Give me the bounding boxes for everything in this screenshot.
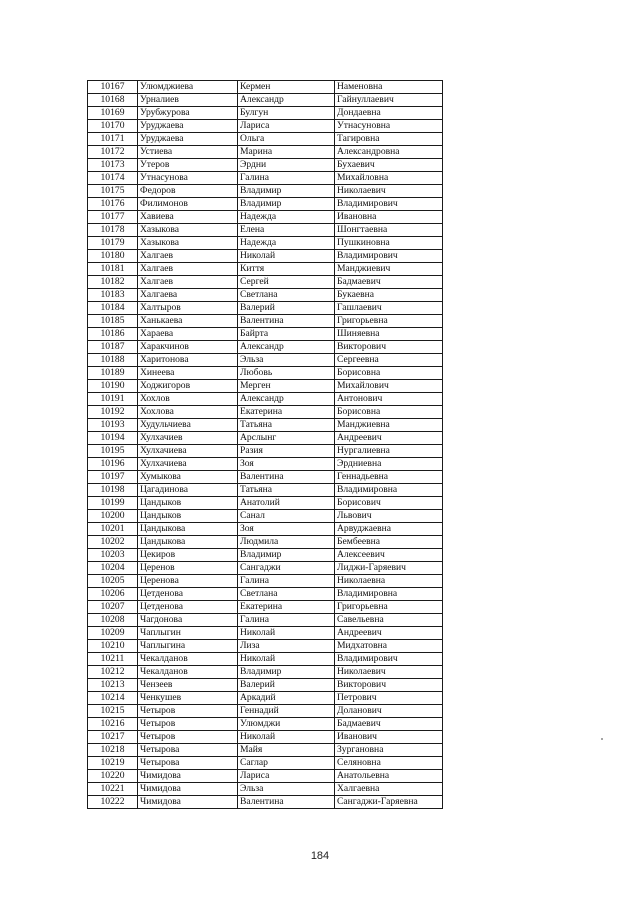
record-number-cell: 10181 xyxy=(88,263,138,276)
first-name-cell: Зоя xyxy=(238,458,335,471)
table-row xyxy=(88,653,443,666)
first-name-cell: Зоя xyxy=(238,523,335,536)
first-name-cell: Николай xyxy=(238,731,335,744)
patronymic-cell: Манджиевна xyxy=(335,419,443,432)
table-row xyxy=(88,575,443,588)
patronymic-cell: Николаевна xyxy=(335,575,443,588)
record-number-cell: 10170 xyxy=(88,120,138,133)
record-number-cell: 10208 xyxy=(88,614,138,627)
first-name-cell: Галина xyxy=(238,575,335,588)
patronymic-cell: Манджиевич xyxy=(335,263,443,276)
last-name-cell: Четыров xyxy=(138,718,238,731)
table-row xyxy=(88,393,443,406)
last-name-cell: Цандыков xyxy=(138,497,238,510)
last-name-cell: Хазыкова xyxy=(138,224,238,237)
patronymic-cell: Доланович xyxy=(335,705,443,718)
record-number-cell: 10209 xyxy=(88,627,138,640)
table-row xyxy=(88,185,443,198)
record-number-cell: 10201 xyxy=(88,523,138,536)
table-row xyxy=(88,237,443,250)
patronymic-cell: Борисовна xyxy=(335,367,443,380)
first-name-cell: Александр xyxy=(238,94,335,107)
record-number-cell: 10215 xyxy=(88,705,138,718)
record-number-cell: 10191 xyxy=(88,393,138,406)
first-name-cell: Валентина xyxy=(238,471,335,484)
patronymic-cell: Савельевна xyxy=(335,614,443,627)
last-name-cell: Чимидова xyxy=(138,783,238,796)
record-number-cell: 10212 xyxy=(88,666,138,679)
last-name-cell: Уруджаева xyxy=(138,133,238,146)
first-name-cell: Владимир xyxy=(238,185,335,198)
first-name-cell: Валентина xyxy=(238,796,335,809)
last-name-cell: Филимонов xyxy=(138,198,238,211)
first-name-cell: Валерий xyxy=(238,302,335,315)
patronymic-cell: Борисовна xyxy=(335,406,443,419)
last-name-cell: Четыров xyxy=(138,731,238,744)
record-number-cell: 10174 xyxy=(88,172,138,185)
last-name-cell: Устиева xyxy=(138,146,238,159)
first-name-cell: Александр xyxy=(238,393,335,406)
last-name-cell: Цандыкова xyxy=(138,536,238,549)
patronymic-cell: Михайловна xyxy=(335,172,443,185)
table-row xyxy=(88,133,443,146)
first-name-cell: Елена xyxy=(238,224,335,237)
last-name-cell: Утеров xyxy=(138,159,238,172)
first-name-cell: Разия xyxy=(238,445,335,458)
record-number-cell: 10207 xyxy=(88,601,138,614)
record-number-cell: 10189 xyxy=(88,367,138,380)
patronymic-cell: Эрдниевна xyxy=(335,458,443,471)
table-row xyxy=(88,159,443,172)
record-number-cell: 10199 xyxy=(88,497,138,510)
table-row xyxy=(88,536,443,549)
record-number-cell: 10171 xyxy=(88,133,138,146)
table-row xyxy=(88,406,443,419)
patronymic-cell: Владимирович xyxy=(335,653,443,666)
table-row xyxy=(88,679,443,692)
last-name-cell: Федоров xyxy=(138,185,238,198)
table-row xyxy=(88,588,443,601)
table-row xyxy=(88,523,443,536)
last-name-cell: Чекалданов xyxy=(138,653,238,666)
first-name-cell: Майя xyxy=(238,744,335,757)
first-name-cell: Марина xyxy=(238,146,335,159)
patronymic-cell: Григорьевна xyxy=(335,601,443,614)
patronymic-cell: Халгаевна xyxy=(335,783,443,796)
last-name-cell: Урубжурова xyxy=(138,107,238,120)
registry-table xyxy=(87,80,443,809)
last-name-cell: Хохлова xyxy=(138,406,238,419)
record-number-cell: 10214 xyxy=(88,692,138,705)
last-name-cell: Чекалданов xyxy=(138,666,238,679)
patronymic-cell: Гайнуллаевич xyxy=(335,94,443,107)
patronymic-cell: Викторович xyxy=(335,341,443,354)
patronymic-cell: Николаевич xyxy=(335,185,443,198)
table-row xyxy=(88,172,443,185)
last-name-cell: Халгаева xyxy=(138,289,238,302)
table-row xyxy=(88,549,443,562)
table-row xyxy=(88,289,443,302)
patronymic-cell: Владимирович xyxy=(335,198,443,211)
table-row xyxy=(88,497,443,510)
last-name-cell: Улюмджиева xyxy=(138,81,238,94)
first-name-cell: Ольга xyxy=(238,133,335,146)
patronymic-cell: Гашлаевич xyxy=(335,302,443,315)
record-number-cell: 10213 xyxy=(88,679,138,692)
last-name-cell: Цагадинова xyxy=(138,484,238,497)
first-name-cell: Людмила xyxy=(238,536,335,549)
table-row xyxy=(88,276,443,289)
patronymic-cell: Викторович xyxy=(335,679,443,692)
patronymic-cell: Андреевич xyxy=(335,627,443,640)
first-name-cell: Анатолий xyxy=(238,497,335,510)
first-name-cell: Валерий xyxy=(238,679,335,692)
patronymic-cell: Шиняевна xyxy=(335,328,443,341)
table-row xyxy=(88,614,443,627)
record-number-cell: 10204 xyxy=(88,562,138,575)
record-number-cell: 10200 xyxy=(88,510,138,523)
record-number-cell: 10179 xyxy=(88,237,138,250)
last-name-cell: Цандыкова xyxy=(138,523,238,536)
table-row xyxy=(88,81,443,94)
table-row xyxy=(88,367,443,380)
first-name-cell: Аркадий xyxy=(238,692,335,705)
table-row xyxy=(88,744,443,757)
table-row xyxy=(88,627,443,640)
first-name-cell: Галина xyxy=(238,172,335,185)
last-name-cell: Халгаев xyxy=(138,263,238,276)
last-name-cell: Харакчинов xyxy=(138,341,238,354)
first-name-cell: Киття xyxy=(238,263,335,276)
last-name-cell: Хулхачиева xyxy=(138,458,238,471)
first-name-cell: Саглар xyxy=(238,757,335,770)
record-number-cell: 10169 xyxy=(88,107,138,120)
record-number-cell: 10194 xyxy=(88,432,138,445)
record-number-cell: 10221 xyxy=(88,783,138,796)
patronymic-cell: Мидхатовна xyxy=(335,640,443,653)
table-row xyxy=(88,380,443,393)
record-number-cell: 10193 xyxy=(88,419,138,432)
record-number-cell: 10188 xyxy=(88,354,138,367)
first-name-cell: Сергей xyxy=(238,276,335,289)
first-name-cell: Кермен xyxy=(238,81,335,94)
last-name-cell: Хавиева xyxy=(138,211,238,224)
table-row xyxy=(88,666,443,679)
patronymic-cell: Зургановна xyxy=(335,744,443,757)
table-row xyxy=(88,419,443,432)
record-number-cell: 10180 xyxy=(88,250,138,263)
first-name-cell: Екатерина xyxy=(238,406,335,419)
first-name-cell: Булгун xyxy=(238,107,335,120)
record-number-cell: 10178 xyxy=(88,224,138,237)
patronymic-cell: Бембеевна xyxy=(335,536,443,549)
last-name-cell: Чензеев xyxy=(138,679,238,692)
table-row xyxy=(88,770,443,783)
table-row xyxy=(88,328,443,341)
first-name-cell: Надежда xyxy=(238,211,335,224)
last-name-cell: Ченкушев xyxy=(138,692,238,705)
table-row xyxy=(88,120,443,133)
record-number-cell: 10183 xyxy=(88,289,138,302)
first-name-cell: Геннадий xyxy=(238,705,335,718)
first-name-cell: Байрта xyxy=(238,328,335,341)
last-name-cell: Хараева xyxy=(138,328,238,341)
record-number-cell: 10203 xyxy=(88,549,138,562)
record-number-cell: 10192 xyxy=(88,406,138,419)
patronymic-cell: Пушкиновна xyxy=(335,237,443,250)
table-row xyxy=(88,510,443,523)
record-number-cell: 10186 xyxy=(88,328,138,341)
first-name-cell: Лариса xyxy=(238,120,335,133)
last-name-cell: Чаплыгин xyxy=(138,627,238,640)
last-name-cell: Уруджаева xyxy=(138,120,238,133)
last-name-cell: Чимидова xyxy=(138,770,238,783)
last-name-cell: Хинеева xyxy=(138,367,238,380)
table-row xyxy=(88,432,443,445)
table-row xyxy=(88,94,443,107)
first-name-cell: Александр xyxy=(238,341,335,354)
table-row xyxy=(88,250,443,263)
first-name-cell: Владимир xyxy=(238,666,335,679)
patronymic-cell: Алексеевич xyxy=(335,549,443,562)
first-name-cell: Екатерина xyxy=(238,601,335,614)
record-number-cell: 10173 xyxy=(88,159,138,172)
record-number-cell: 10217 xyxy=(88,731,138,744)
patronymic-cell: Ивановна xyxy=(335,211,443,224)
patronymic-cell: Григорьевна xyxy=(335,315,443,328)
last-name-cell: Хазыкова xyxy=(138,237,238,250)
last-name-cell: Хумыкова xyxy=(138,471,238,484)
last-name-cell: Цандыков xyxy=(138,510,238,523)
first-name-cell: Татьяна xyxy=(238,419,335,432)
first-name-cell: Светлана xyxy=(238,588,335,601)
patronymic-cell: Михайлович xyxy=(335,380,443,393)
patronymic-cell: Шонгтаевна xyxy=(335,224,443,237)
record-number-cell: 10210 xyxy=(88,640,138,653)
last-name-cell: Халтыров xyxy=(138,302,238,315)
record-number-cell: 10177 xyxy=(88,211,138,224)
table-row xyxy=(88,445,443,458)
record-number-cell: 10211 xyxy=(88,653,138,666)
first-name-cell: Николай xyxy=(238,627,335,640)
first-name-cell: Лариса xyxy=(238,770,335,783)
last-name-cell: Церенов xyxy=(138,562,238,575)
first-name-cell: Надежда xyxy=(238,237,335,250)
first-name-cell: Эрдни xyxy=(238,159,335,172)
patronymic-cell: Арвуджаевна xyxy=(335,523,443,536)
patronymic-cell: Дондаевна xyxy=(335,107,443,120)
record-number-cell: 10206 xyxy=(88,588,138,601)
registry-table-body xyxy=(88,81,443,809)
last-name-cell: Цетденова xyxy=(138,588,238,601)
table-row xyxy=(88,484,443,497)
first-name-cell: Эльза xyxy=(238,354,335,367)
first-name-cell: Эльза xyxy=(238,783,335,796)
patronymic-cell: Львович xyxy=(335,510,443,523)
table-row xyxy=(88,640,443,653)
patronymic-cell: Сангаджи-Гаряевна xyxy=(335,796,443,809)
record-number-cell: 10222 xyxy=(88,796,138,809)
last-name-cell: Четырова xyxy=(138,757,238,770)
patronymic-cell: Иванович xyxy=(335,731,443,744)
table-row xyxy=(88,796,443,809)
table-row xyxy=(88,198,443,211)
first-name-cell: Сангаджи xyxy=(238,562,335,575)
patronymic-cell: Утнасуновна xyxy=(335,120,443,133)
patronymic-cell: Лиджи-Гаряевич xyxy=(335,562,443,575)
first-name-cell: Лиза xyxy=(238,640,335,653)
patronymic-cell: Андреевич xyxy=(335,432,443,445)
last-name-cell: Чагдонова xyxy=(138,614,238,627)
last-name-cell: Халгаев xyxy=(138,250,238,263)
last-name-cell: Четыров xyxy=(138,705,238,718)
table-row xyxy=(88,224,443,237)
record-number-cell: 10220 xyxy=(88,770,138,783)
record-number-cell: 10216 xyxy=(88,718,138,731)
record-number-cell: 10182 xyxy=(88,276,138,289)
record-number-cell: 10172 xyxy=(88,146,138,159)
patronymic-cell: Бадмаевич xyxy=(335,718,443,731)
table-row xyxy=(88,315,443,328)
record-number-cell: 10195 xyxy=(88,445,138,458)
first-name-cell: Валентина xyxy=(238,315,335,328)
table-row xyxy=(88,718,443,731)
patronymic-cell: Бухаевич xyxy=(335,159,443,172)
first-name-cell: Владимир xyxy=(238,198,335,211)
patronymic-cell: Александровна xyxy=(335,146,443,159)
scan-speck xyxy=(601,738,603,740)
patronymic-cell: Геннадьевна xyxy=(335,471,443,484)
record-number-cell: 10202 xyxy=(88,536,138,549)
table-row xyxy=(88,302,443,315)
table-row xyxy=(88,146,443,159)
first-name-cell: Владимир xyxy=(238,549,335,562)
patronymic-cell: Антонович xyxy=(335,393,443,406)
page-number: 184 xyxy=(310,850,330,862)
last-name-cell: Ханькаева xyxy=(138,315,238,328)
patronymic-cell: Селяновна xyxy=(335,757,443,770)
first-name-cell: Санал xyxy=(238,510,335,523)
patronymic-cell: Петрович xyxy=(335,692,443,705)
last-name-cell: Халгаев xyxy=(138,276,238,289)
last-name-cell: Харитонова xyxy=(138,354,238,367)
record-number-cell: 10219 xyxy=(88,757,138,770)
patronymic-cell: Бадмаевич xyxy=(335,276,443,289)
patronymic-cell: Сергеевна xyxy=(335,354,443,367)
patronymic-cell: Анатольевна xyxy=(335,770,443,783)
patronymic-cell: Владимировна xyxy=(335,484,443,497)
first-name-cell: Светлана xyxy=(238,289,335,302)
first-name-cell: Арслынг xyxy=(238,432,335,445)
patronymic-cell: Букаевна xyxy=(335,289,443,302)
last-name-cell: Худульчиева xyxy=(138,419,238,432)
patronymic-cell: Николаевич xyxy=(335,666,443,679)
table-row xyxy=(88,458,443,471)
table-row xyxy=(88,562,443,575)
table-row xyxy=(88,601,443,614)
last-name-cell: Чимидова xyxy=(138,796,238,809)
record-number-cell: 10168 xyxy=(88,94,138,107)
table-row xyxy=(88,692,443,705)
record-number-cell: 10218 xyxy=(88,744,138,757)
table-row xyxy=(88,263,443,276)
record-number-cell: 10167 xyxy=(88,81,138,94)
record-number-cell: 10176 xyxy=(88,198,138,211)
record-number-cell: 10196 xyxy=(88,458,138,471)
last-name-cell: Хулхачиева xyxy=(138,445,238,458)
record-number-cell: 10184 xyxy=(88,302,138,315)
patronymic-cell: Тагировна xyxy=(335,133,443,146)
last-name-cell: Чаплыгина xyxy=(138,640,238,653)
patronymic-cell: Владимировна xyxy=(335,588,443,601)
record-number-cell: 10175 xyxy=(88,185,138,198)
last-name-cell: Четырова xyxy=(138,744,238,757)
first-name-cell: Любовь xyxy=(238,367,335,380)
last-name-cell: Хохлов xyxy=(138,393,238,406)
first-name-cell: Татьяна xyxy=(238,484,335,497)
table-row xyxy=(88,705,443,718)
record-number-cell: 10190 xyxy=(88,380,138,393)
last-name-cell: Хулхачиев xyxy=(138,432,238,445)
table-row xyxy=(88,757,443,770)
first-name-cell: Николай xyxy=(238,250,335,263)
record-number-cell: 10197 xyxy=(88,471,138,484)
first-name-cell: Галина xyxy=(238,614,335,627)
patronymic-cell: Борисович xyxy=(335,497,443,510)
record-number-cell: 10198 xyxy=(88,484,138,497)
record-number-cell: 10185 xyxy=(88,315,138,328)
table-row xyxy=(88,107,443,120)
first-name-cell: Мерген xyxy=(238,380,335,393)
table-row xyxy=(88,731,443,744)
patronymic-cell: Владимирович xyxy=(335,250,443,263)
table-row xyxy=(88,783,443,796)
last-name-cell: Цекиров xyxy=(138,549,238,562)
last-name-cell: Церенова xyxy=(138,575,238,588)
last-name-cell: Цетденова xyxy=(138,601,238,614)
patronymic-cell: Наменовна xyxy=(335,81,443,94)
first-name-cell: Улюмджи xyxy=(238,718,335,731)
table-row xyxy=(88,471,443,484)
first-name-cell: Николай xyxy=(238,653,335,666)
record-number-cell: 10205 xyxy=(88,575,138,588)
patronymic-cell: Нургалиевна xyxy=(335,445,443,458)
table-row xyxy=(88,341,443,354)
table-row xyxy=(88,211,443,224)
last-name-cell: Утнасунова xyxy=(138,172,238,185)
last-name-cell: Ходжигоров xyxy=(138,380,238,393)
table-row xyxy=(88,354,443,367)
last-name-cell: Урналиев xyxy=(138,94,238,107)
record-number-cell: 10187 xyxy=(88,341,138,354)
